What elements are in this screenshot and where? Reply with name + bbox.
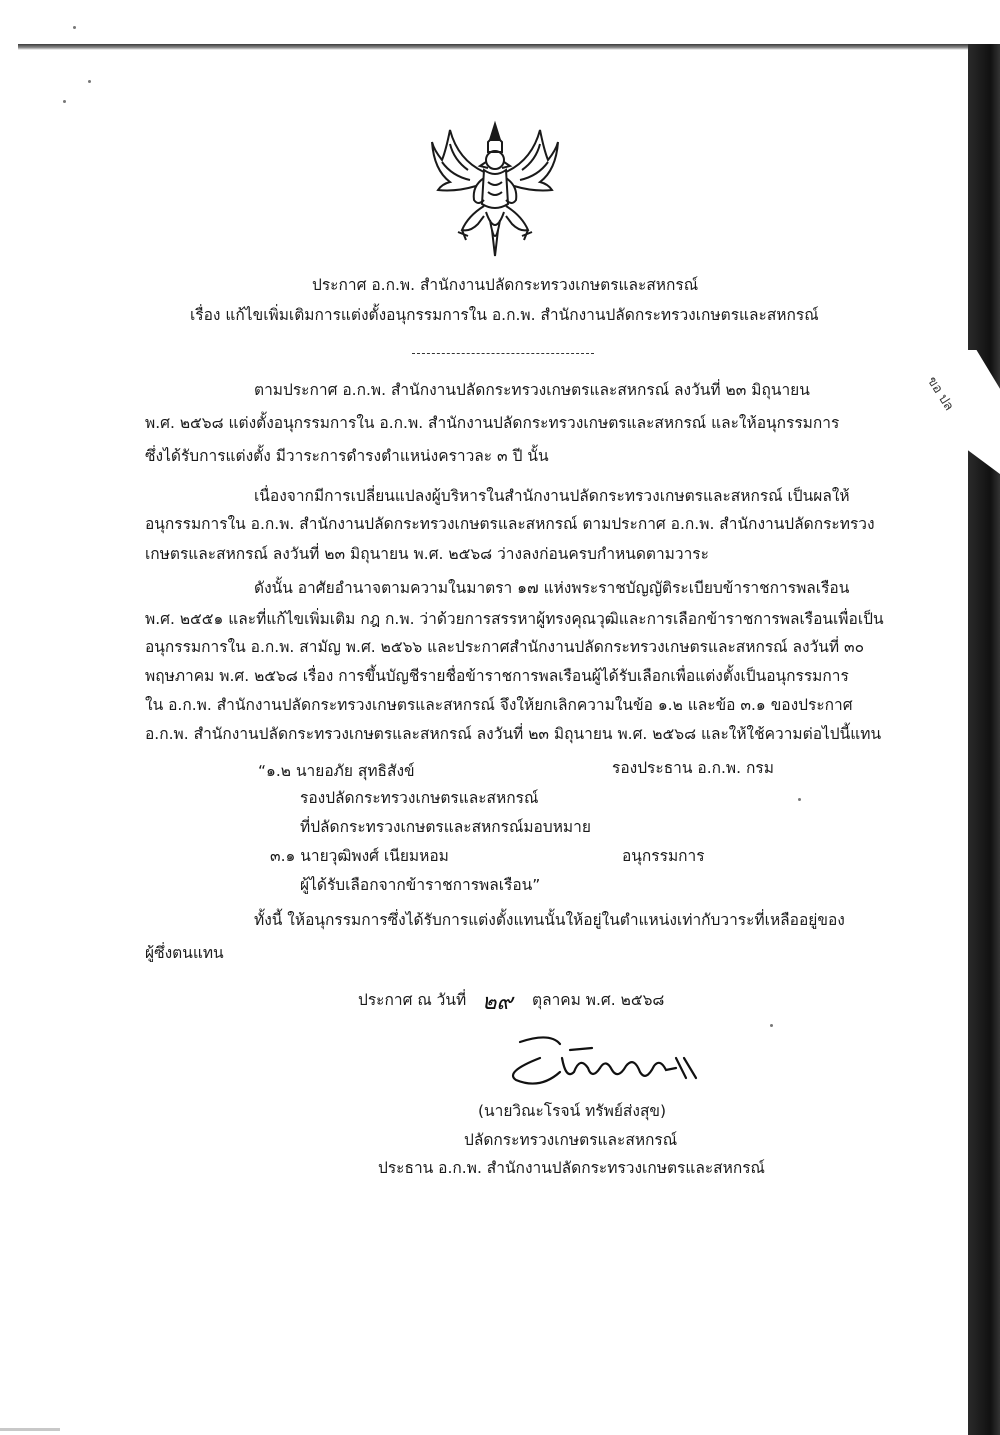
scan-speck xyxy=(63,100,66,103)
scan-speck xyxy=(770,1024,773,1027)
para1-line: ตามประกาศ อ.ก.พ. สำนักงานปลัดกระทรวงเกษตรและสหกรณ์ ลงวันที่ ๒๓ มิถุนายน xyxy=(254,381,810,399)
closing-line: ทั้งนี้ ให้อนุกรรมการซึ่งได้รับการแต่งตั้งแทนนั้นให้อยู่ในตำแหน่งเท่ากับวาระที่เหลืออยู่ของ xyxy=(254,911,845,929)
date-rest: ตุลาคม พ.ศ. ๒๕๖๘ xyxy=(532,991,665,1009)
scan-edge-right xyxy=(968,44,1000,1435)
para2-line: เกษตรและสหกรณ์ ลงวันที่ ๒๓ มิถุนายน พ.ศ. ๒๕๖๘ ว่างลงก่อนครบกำหนดตามวาระ xyxy=(145,545,709,563)
scan-speck xyxy=(88,80,91,83)
header-divider xyxy=(412,353,594,354)
scan-speck xyxy=(73,26,76,29)
member-2-name: ๓.๑ นายวุฒิพงศ์ เนียมหอม xyxy=(270,847,449,865)
signer-role: ประธาน อ.ก.พ. สำนักงานปลัดกระทรวงเกษตรและสหกรณ์ xyxy=(378,1159,765,1177)
closing-line: ผู้ซึ่งตนแทน xyxy=(145,944,224,962)
para3-line: พ.ศ. ๒๕๕๑ และที่แก้ไขเพิ่มเติม กฎ ก.พ. ว่าด้วยการสรรหาผู้ทรงคุณวุฒิและการเลือกข้าราชการพลเรือนเพื่อเป็น xyxy=(145,610,884,628)
para3-line: พฤษภาคม พ.ศ. ๒๕๖๘ เรื่อง การขึ้นบัญชีรายชื่อข้าราชการพลเรือนผู้ได้รับเลือกเพื่อแต่งตั้งเป็นอนุกรรมการ xyxy=(145,667,849,685)
garuda-emblem xyxy=(428,120,562,260)
para3-line: อ.ก.พ. สำนักงานปลัดกระทรวงเกษตรและสหกรณ์ ลงวันที่ ๒๓ มิถุนายน พ.ศ. ๒๕๖๘ และให้ใช้ความต่อไปนี้แทน xyxy=(145,725,882,743)
para2-line: อนุกรรมการใน อ.ก.พ. สำนักงานปลัดกระทรวงเกษตรและสหกรณ์ ตามประกาศ อ.ก.พ. สำนักงานปลัดกระทรวง xyxy=(145,515,875,533)
scan-edge-top xyxy=(18,44,980,50)
scan-speck xyxy=(798,798,801,801)
para3-line: ใน อ.ก.พ. สำนักงานปลัดกระทรวงเกษตรและสหกรณ์ จึงให้ยกเลิกความในข้อ ๑.๒ และข้อ ๓.๑ ของประกาศ xyxy=(145,696,853,714)
para3-line: อนุกรรมการใน อ.ก.พ. สามัญ พ.ศ. ๒๕๖๖ และประกาศสำนักงานปลัดกระทรวงเกษตรและสหกรณ์ ลงวันที่ ๓๐ xyxy=(145,638,865,656)
para3-line: ดังนั้น อาศัยอำนาจตามความในมาตรา ๑๗ แห่งพระราชบัญญัติระเบียบข้าราชการพลเรือน xyxy=(254,579,850,597)
date-day-handwritten: ๒๙ xyxy=(482,990,513,1015)
date-prefix: ประกาศ ณ วันที่ xyxy=(358,991,467,1009)
doc-title: ประกาศ อ.ก.พ. สำนักงานปลัดกระทรวงเกษตรและสหกรณ์ xyxy=(312,276,699,294)
member-1-name: “๑.๒ นายอภัย สุทธิสังข์ xyxy=(258,762,415,780)
signer-name: (นายวิณะโรจน์ ทรัพย์ส่งสุข) xyxy=(478,1102,667,1120)
para1-line: ซึ่งได้รับการแต่งตั้ง มีวาระการดำรงตำแหน่งคราวละ ๓ ปี นั้น xyxy=(145,447,549,465)
member-1-role: รองประธาน อ.ก.พ. กรม xyxy=(612,759,774,777)
folded-tab-text: ขอ ปล xyxy=(923,374,957,414)
member-2-line: ผู้ได้รับเลือกจากข้าราชการพลเรือน” xyxy=(300,876,541,894)
para1-line: พ.ศ. ๒๕๖๘ แต่งตั้งอนุกรรมการใน อ.ก.พ. สำนักงานปลัดกระทรวงเกษตรและสหกรณ์ และให้อนุกรรมการ xyxy=(145,414,840,432)
member-2-role: อนุกรรมการ xyxy=(622,847,705,865)
member-1-line: รองปลัดกระทรวงเกษตรและสหกรณ์ xyxy=(300,789,539,807)
para2-line: เนื่องจากมีการเปลี่ยนแปลงผู้บริหารในสำนักงานปลัดกระทรวงเกษตรและสหกรณ์ เป็นผลให้ xyxy=(254,487,850,505)
doc-subject: เรื่อง แก้ไขเพิ่มเติมการแต่งตั้งอนุกรรมการใน อ.ก.พ. สำนักงานปลัดกระทรวงเกษตรและสหกรณ์ xyxy=(190,306,819,324)
signer-position: ปลัดกระทรวงเกษตรและสหกรณ์ xyxy=(464,1131,678,1149)
handwritten-signature xyxy=(500,1028,710,1098)
member-1-line: ที่ปลัดกระทรวงเกษตรและสหกรณ์มอบหมาย xyxy=(300,818,591,836)
scan-edge-bottom xyxy=(0,1428,60,1431)
